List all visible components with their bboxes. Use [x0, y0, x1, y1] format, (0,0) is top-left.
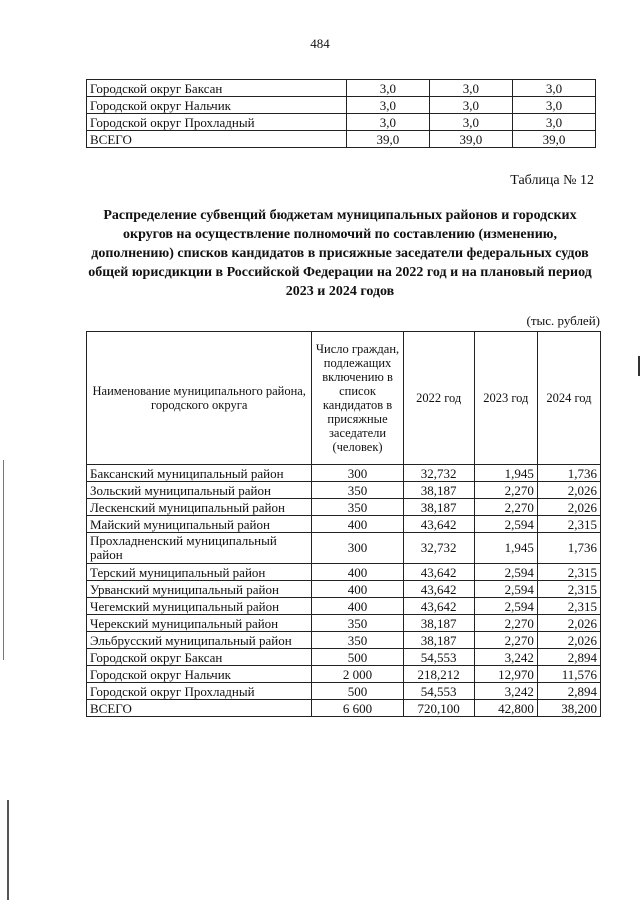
value-cell: 39,0	[429, 131, 512, 148]
value-2024-cell: 2,026	[537, 615, 600, 632]
value-cell: 3,0	[512, 80, 595, 97]
value-2024-cell: 2,026	[537, 482, 600, 499]
row-name: Прохладненский муниципальный район	[87, 533, 312, 564]
value-2023-cell: 42,800	[474, 700, 537, 717]
count-cell: 350	[312, 499, 403, 516]
value-2022-cell: 720,100	[403, 700, 474, 717]
table-caption: Таблица № 12	[510, 173, 594, 188]
table-row	[87, 649, 601, 666]
value-2023-cell: 1,945	[474, 465, 537, 482]
value-cell: 3,0	[346, 114, 429, 131]
table-row	[87, 80, 596, 97]
value-2024-cell: 2,315	[537, 581, 600, 598]
value-2023-cell: 2,594	[474, 598, 537, 615]
table-row	[87, 564, 601, 581]
value-2022-cell: 43,642	[403, 564, 474, 581]
value-2024-cell: 11,576	[537, 666, 600, 683]
count-cell: 2 000	[312, 666, 403, 683]
value-2024-cell: 2,894	[537, 649, 600, 666]
table-row	[87, 666, 601, 683]
table-row	[87, 482, 601, 499]
value-2023-cell: 2,270	[474, 499, 537, 516]
value-2023-cell: 2,594	[474, 581, 537, 598]
value-cell: 3,0	[429, 80, 512, 97]
count-cell: 350	[312, 482, 403, 499]
value-cell: 3,0	[346, 80, 429, 97]
value-2022-cell: 38,187	[403, 632, 474, 649]
value-2022-cell: 32,732	[403, 533, 474, 564]
distribution-table	[86, 331, 601, 717]
value-2022-cell: 218,212	[403, 666, 474, 683]
count-cell: 400	[312, 598, 403, 615]
value-2023-cell: 1,945	[474, 533, 537, 564]
table-body	[87, 465, 601, 717]
value-2023-cell: 2,270	[474, 615, 537, 632]
value-2023-cell: 2,270	[474, 482, 537, 499]
value-2022-cell: 43,642	[403, 581, 474, 598]
table-row	[87, 499, 601, 516]
value-2024-cell: 2,894	[537, 683, 600, 700]
table-row	[87, 581, 601, 598]
row-name: Городской округ Нальчик	[87, 666, 312, 683]
scan-edge-mark	[3, 460, 4, 660]
value-cell: 39,0	[512, 131, 595, 148]
value-2022-cell: 43,642	[403, 516, 474, 533]
table-row	[87, 615, 601, 632]
table-row	[87, 632, 601, 649]
value-2022-cell: 32,732	[403, 465, 474, 482]
row-name: Городской округ Прохладный	[87, 114, 347, 131]
header-2022: 2022 год	[403, 332, 474, 465]
table-row-total	[87, 131, 596, 148]
count-cell: 400	[312, 581, 403, 598]
count-cell: 400	[312, 516, 403, 533]
value-cell: 3,0	[429, 97, 512, 114]
count-cell: 350	[312, 632, 403, 649]
value-cell: 39,0	[346, 131, 429, 148]
header-name: Наименование муниципального района, городского округа	[87, 332, 312, 465]
table-row	[87, 598, 601, 615]
value-2022-cell: 38,187	[403, 482, 474, 499]
header-2023: 2023 год	[474, 332, 537, 465]
row-name: Лескенский муниципальный район	[87, 499, 312, 516]
row-name: ВСЕГО	[87, 700, 312, 717]
value-cell: 3,0	[346, 97, 429, 114]
count-cell: 300	[312, 465, 403, 482]
value-2024-cell: 2,315	[537, 564, 600, 581]
value-2024-cell: 2,026	[537, 499, 600, 516]
table-row	[87, 465, 601, 482]
row-name: ВСЕГО	[87, 131, 347, 148]
value-2022-cell: 38,187	[403, 499, 474, 516]
count-cell: 500	[312, 649, 403, 666]
value-2024-cell: 2,315	[537, 598, 600, 615]
row-name: Баксанский муниципальный район	[87, 465, 312, 482]
table-header-row	[87, 332, 601, 465]
header-count: Число граждан, подлежащих включению в список кандидатов в присяжные заседатели (человек)	[312, 332, 403, 465]
value-2022-cell: 54,553	[403, 649, 474, 666]
header-2024: 2024 год	[537, 332, 600, 465]
table-row	[87, 97, 596, 114]
row-name: Городской округ Баксан	[87, 649, 312, 666]
row-name: Зольский муниципальный район	[87, 482, 312, 499]
value-cell: 3,0	[429, 114, 512, 131]
row-name: Чегемский муниципальный район	[87, 598, 312, 615]
value-cell: 3,0	[512, 97, 595, 114]
table-row-total	[87, 700, 601, 717]
value-2023-cell: 2,594	[474, 516, 537, 533]
page-number: 484	[310, 36, 330, 51]
table-row	[87, 114, 596, 131]
continued-table	[86, 79, 596, 148]
value-2024-cell: 2,026	[537, 632, 600, 649]
count-cell: 6 600	[312, 700, 403, 717]
row-name: Городской округ Баксан	[87, 80, 347, 97]
row-name: Городской округ Нальчик	[87, 97, 347, 114]
table-row	[87, 516, 601, 533]
table-row	[87, 533, 601, 564]
row-name: Черекский муниципальный район	[87, 615, 312, 632]
table-row	[87, 683, 601, 700]
value-2023-cell: 2,594	[474, 564, 537, 581]
units-label: (тыс. рублей)	[526, 313, 600, 328]
document-title: Распределение субвенций бюджетам муниципальных районов и городских округов на осуществление полномочий по составлению (изменению, дополнению) списков кандидатов в присяжные заседатели федеральных судов общей юрисдикции в Российской Федерации на 2022 год и на плановый период 2023 и 2024 годов	[88, 208, 592, 299]
row-name: Эльбрусский муниципальный район	[87, 632, 312, 649]
count-cell: 500	[312, 683, 403, 700]
value-2024-cell: 2,315	[537, 516, 600, 533]
count-cell: 300	[312, 533, 403, 564]
value-2023-cell: 2,270	[474, 632, 537, 649]
value-2024-cell: 38,200	[537, 700, 600, 717]
value-2022-cell: 43,642	[403, 598, 474, 615]
row-name: Майский муниципальный район	[87, 516, 312, 533]
value-2022-cell: 54,553	[403, 683, 474, 700]
value-2023-cell: 3,242	[474, 649, 537, 666]
value-2024-cell: 1,736	[537, 465, 600, 482]
value-2022-cell: 38,187	[403, 615, 474, 632]
row-name: Урванский муниципальный район	[87, 581, 312, 598]
value-2023-cell: 12,970	[474, 666, 537, 683]
count-cell: 400	[312, 564, 403, 581]
value-cell: 3,0	[512, 114, 595, 131]
count-cell: 350	[312, 615, 403, 632]
value-2023-cell: 3,242	[474, 683, 537, 700]
value-2024-cell: 1,736	[537, 533, 600, 564]
row-name: Городской округ Прохладный	[87, 683, 312, 700]
row-name: Терский муниципальный район	[87, 564, 312, 581]
scan-edge-mark	[7, 800, 9, 900]
